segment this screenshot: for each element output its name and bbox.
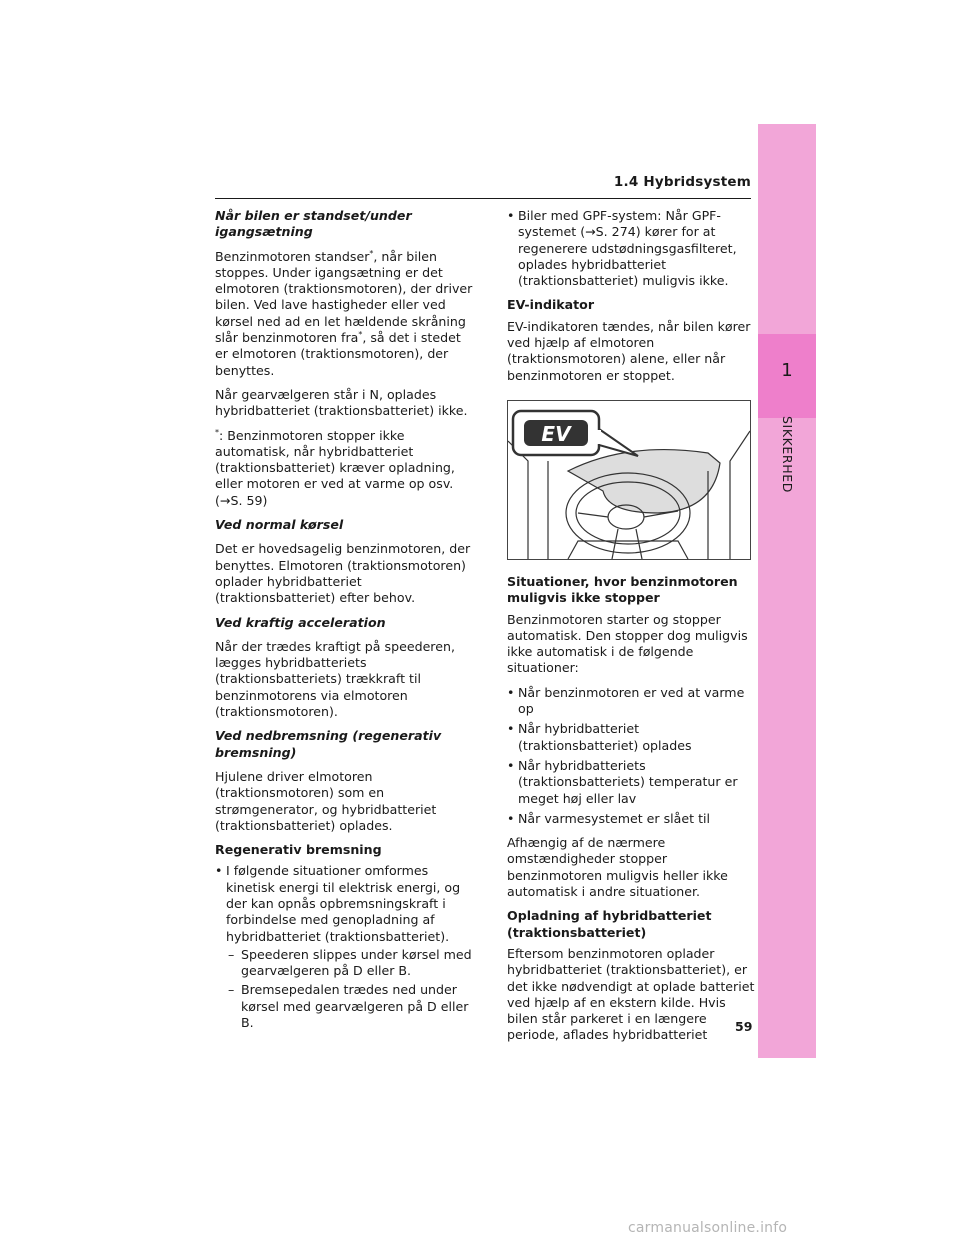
list-item: • Når varmesystemet er slået til bbox=[507, 811, 757, 827]
paragraph-charging: Eftersom benzinmotoren oplader hybridbatteriet (traktionsbatteriet), er det ikke nødvendigt at oplade batteriet ved hjælp af en ekstern kilde. Hvis bilen står parkeret i en længere periode, aflades hybridbatteriet bbox=[507, 945, 755, 1043]
ev-callout bbox=[513, 411, 638, 456]
chapter-number: 1 bbox=[781, 360, 793, 381]
heading-regenerative: Regenerativ bremsning bbox=[215, 842, 382, 858]
paragraph-neutral: Når gearvælgeren står i N, oplades hybridbatteriet (traktionsbatteriet) ikke. bbox=[215, 386, 468, 419]
sub-list bbox=[226, 947, 477, 1031]
chapter-label bbox=[766, 416, 808, 516]
section-header bbox=[215, 174, 751, 199]
regenerative-list bbox=[215, 863, 477, 1031]
ev-indicator-figure bbox=[507, 400, 751, 560]
ev-badge: EV bbox=[541, 421, 571, 446]
list-item: • I følgende situationer omformes kinetisk energi til elektrisk energi, og der kan opnås opbremsningskraft i forbindelse med genopladning af hybridbatteriet (traktionsbatteriet). – Speederen slippes under kørsel med gearvælgeren på D eller B. – Bremsepedalen trædes ned under kørsel med gearvælgeren på D eller B. bbox=[215, 863, 477, 1031]
footnote: *: Benzinmotoren stopper ikke automatisk, når hybridbatteriet (traktionsbatteriet) kræver opladning, eller motoren er ved at varme op osv. (→S. 59) bbox=[215, 427, 455, 508]
heading-ev-indicator: EV-indikator bbox=[507, 297, 595, 313]
paragraph-other-situations: Afhængig af de nærmere omstændigheder stopper benzinmotoren muligvis heller ikke automatisk i andre situationer. bbox=[507, 835, 728, 900]
paragraph-standstill: Benzinmotoren standser*, når bilen stoppes. Under igangsætning er det elmotoren (traktionsmotoren), der driver bilen. Ved lave hastigheder eller ved kørsel ned ad en let hældende skråning slår benzinmotoren fra*, så det i stedet er elmotoren (traktionsmotoren), der benyttes. bbox=[215, 248, 473, 378]
list-item: • Biler med GPF-system: Når GPF-systemet (→S. 274) kører for at regenerere udstødningsgasfilteret, oplades hybridbatteriet (traktionsbatteriet) muligvis ikke. bbox=[507, 208, 757, 289]
gpf-list bbox=[507, 208, 757, 289]
sub-item: – Speederen slippes under kørsel med gearvælgeren på D eller B. bbox=[226, 947, 477, 980]
sub-item: – Bremsepedalen trædes ned under kørsel med gearvælgeren på D eller B. bbox=[226, 982, 477, 1031]
watermark: carmanualsonline.info bbox=[628, 1220, 788, 1236]
chapter-number-box bbox=[758, 334, 816, 418]
left-column bbox=[215, 208, 477, 1039]
list-item: • Når benzinmotoren er ved at varme op bbox=[507, 685, 757, 718]
list-item: • Når hybridbatteriets (traktionsbatteriets) temperatur er meget høj eller lav bbox=[507, 758, 757, 807]
paragraph-normal-driving: Det er hovedsagelig benzinmotoren, der benyttes. Elmotoren (traktionsmotoren) oplader hybridbatteriet (traktionsbatteriet) efter behov. bbox=[215, 541, 471, 606]
paragraph-situations: Benzinmotoren starter og stopper automatisk. Den stopper dog muligvis ikke automatisk i de følgende situationer: bbox=[507, 611, 748, 676]
heading-situations: Situationer, hvor benzinmotoren muligvis ikke stopper bbox=[507, 573, 738, 606]
dashboard-illustration bbox=[508, 401, 750, 559]
right-column bbox=[507, 208, 757, 1052]
section-title: 1.4 Hybridsystem bbox=[613, 174, 751, 190]
page-number: 59 bbox=[735, 1019, 753, 1034]
heading-normal-driving: Ved normal kørsel bbox=[215, 517, 344, 533]
paragraph-acceleration: Når der trædes kraftigt på speederen, lægges hybridbatteriets (traktionsbatteriets) trækkraft til benzinmotorens via elmotoren (traktionsmotoren). bbox=[215, 638, 455, 720]
heading-acceleration: Ved kraftig acceleration bbox=[215, 614, 386, 630]
paragraph-ev-indicator: EV-indikatoren tændes, når bilen kører ved hjælp af elmotoren (traktionsmotoren) alene, eller når benzinmotoren er stoppet. bbox=[507, 318, 751, 383]
chapter-label-text: SIKKERHED bbox=[780, 416, 795, 493]
paragraph-braking: Hjulene driver elmotoren (traktionsmotoren) som en strømgenerator, og hybridbatteriet (traktionsbatteriet) oplades. bbox=[215, 768, 437, 833]
heading-standstill: Når bilen er standset/under igangsætning bbox=[215, 208, 412, 240]
situations-list bbox=[507, 685, 757, 827]
list-item: • Når hybridbatteriet (traktionsbatteriet) oplades bbox=[507, 721, 757, 754]
heading-braking: Ved nedbremsning (regenerativ bremsning) bbox=[215, 728, 442, 760]
heading-charging: Opladning af hybridbatteriet (traktionsbatteriet) bbox=[507, 908, 712, 940]
chapter-tab bbox=[758, 124, 816, 1058]
